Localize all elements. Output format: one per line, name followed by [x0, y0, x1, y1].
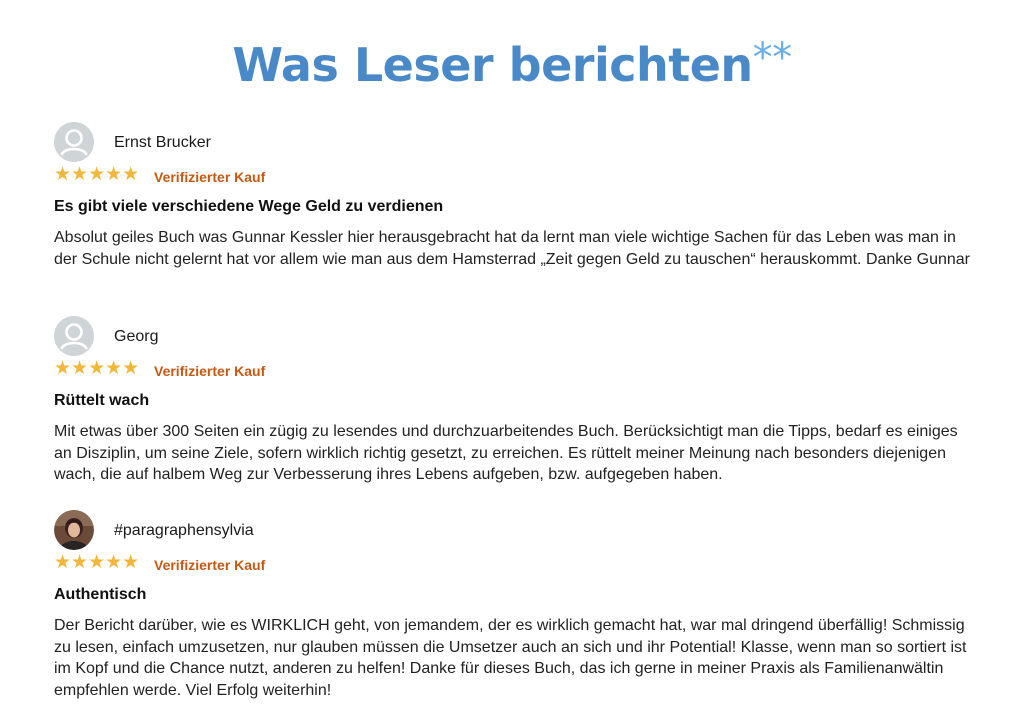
verified-purchase-badge: Verifizierter Kauf: [154, 169, 266, 185]
reviewer-name: Georg: [114, 328, 159, 345]
review-card: [54, 122, 974, 270]
review-body: Mit etwas über 300 Seiten ein zügig zu lesendes und durchzuarbeitendes Buch. Berücksichtigt man die Tipps, bedarf es einiges an Disziplin, um seine Ziele, sofern wirklich richtig gesetzt, zu erreichen. Es rüttelt meiner Meinung nach besonders diejenigen wach, die auf halbem Weg zur Verbesserung ihres Lebens aufgeben, bzw. aufgegeben haben.: [54, 423, 958, 483]
page-title: [0, 28, 1024, 95]
rating-row: [54, 165, 974, 187]
star-rating-icon: ★★★★★: [54, 551, 140, 573]
review-header: [54, 122, 974, 164]
reviewer-name: Ernst Brucker: [114, 134, 211, 151]
review-card: [54, 316, 974, 486]
review-body: Absolut geiles Buch was Gunnar Kessler hier herausgebracht hat da lernt man viele wichtige Sachen für das Leben was man in der Schule nicht gelernt hat vor allem wie man aus dem Hamsterrad „Zeit gegen Geld zu tauschen“ herauskommt. Danke Gunnar: [54, 229, 970, 268]
reviewer-name: #paragraphensylvia: [114, 522, 254, 539]
review-title: Es gibt viele verschiedene Wege Geld zu verdienen: [54, 198, 444, 215]
review-header: [54, 510, 974, 552]
star-rating-icon: ★★★★★: [54, 357, 140, 379]
title-asterisks: **: [752, 35, 792, 81]
review-body: Der Bericht darüber, wie es WIRKLICH geht, von jemandem, der es wirklich gemacht hat, war mal dringend überfällig! Schmissig zu lesen, einfach umzusetzen, nur glauben müssen die Umsetzer auch an sich und ihr Potential! Klasse, wenn man so sortiert ist im Kopf und die Chance nutzt, anderen zu helfen! Danke für dieses Buch, das ich gerne in meiner Praxis als Familienanwältin empfehlen werde. Viel Erfolg weiterhin!: [54, 617, 967, 699]
rating-row: [54, 359, 974, 381]
review-card: [54, 510, 974, 701]
verified-purchase-badge: Verifizierter Kauf: [154, 557, 266, 573]
star-rating-icon: ★★★★★: [54, 163, 140, 185]
rating-row: [54, 553, 974, 575]
default-user-avatar-icon: [54, 316, 94, 356]
page-title-text: Was Leser berichten: [232, 38, 753, 92]
verified-purchase-badge: Verifizierter Kauf: [154, 363, 266, 379]
user-photo-avatar-icon: [54, 510, 94, 550]
review-title: Rüttelt wach: [54, 392, 150, 409]
default-user-avatar-icon: [54, 122, 94, 162]
review-title: Authentisch: [54, 586, 147, 603]
review-header: [54, 316, 974, 358]
